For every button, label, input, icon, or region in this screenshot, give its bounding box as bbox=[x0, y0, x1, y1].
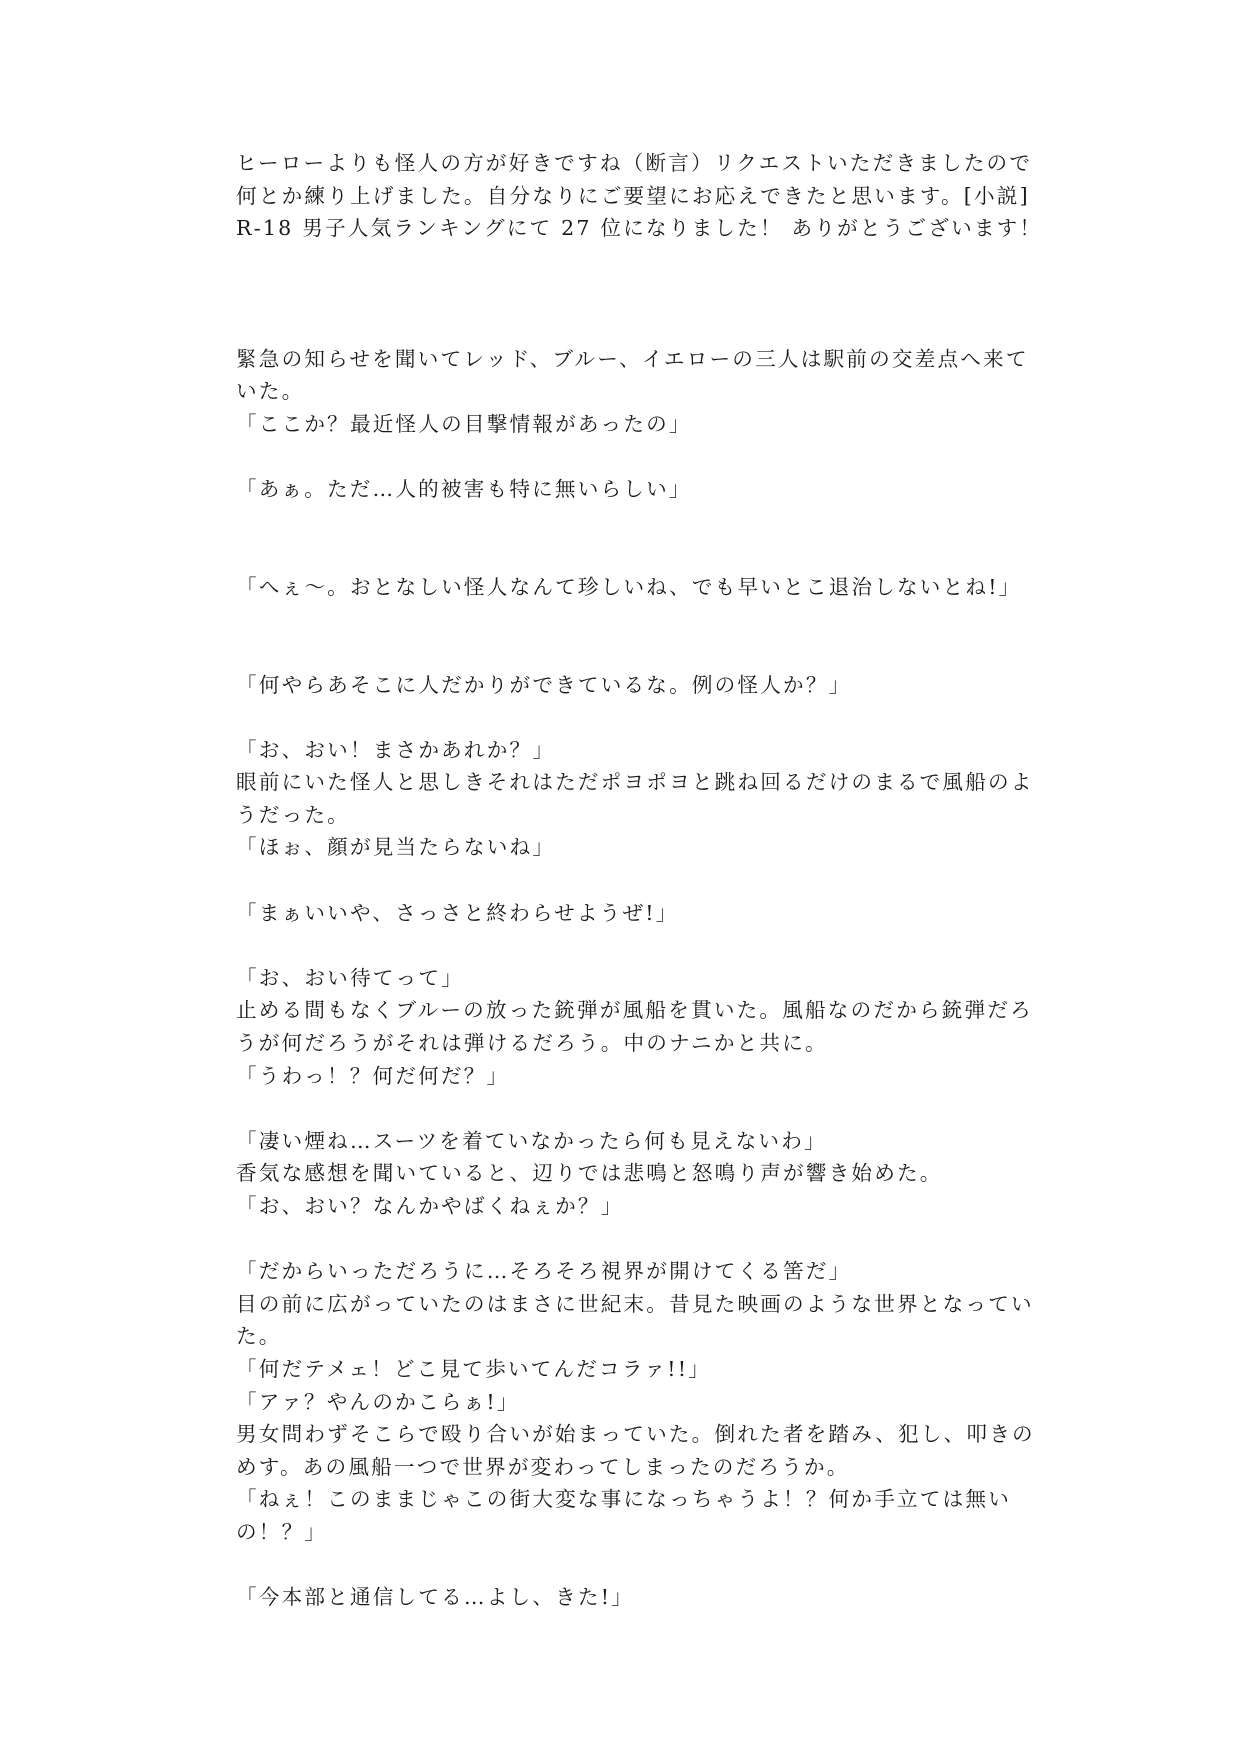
blank-line bbox=[236, 1092, 1016, 1125]
text-line: 香気な感想を聞いていると、辺りでは悲鳴と怒鳴り声が響き始めた。 bbox=[236, 1161, 943, 1186]
blank-line bbox=[236, 701, 1016, 734]
text-line: 「うわっ！？何だ何だ？」 bbox=[236, 1063, 510, 1088]
blank-line bbox=[236, 929, 1016, 962]
text-line: 「お、おい待てって」 bbox=[236, 965, 464, 990]
text-line: た。 bbox=[236, 1324, 282, 1349]
text-line: 眼前にいた怪人と思しきそれはただポヨポヨと跳ね回るだけのまるで風船のよ bbox=[236, 770, 1034, 795]
text-line: 目の前に広がっていたのはまさに世紀末。昔見た映画のような世界となってい bbox=[236, 1291, 1034, 1316]
blank-line bbox=[236, 636, 1016, 669]
text-line: 何とか練り上げました。自分なりにご要望にお応えできたと思います。[小説] bbox=[236, 183, 1030, 208]
text-line: 「何だテメェ！どこ見て歩いてんだコラァ!!」 bbox=[236, 1356, 711, 1381]
blank-line bbox=[236, 864, 1016, 897]
text-line: うが何だろうがそれは弾けるだろう。中のナニかと共に。 bbox=[236, 1031, 828, 1056]
blank-line bbox=[236, 506, 1016, 539]
text-line: 「だからいっただろうに…そろそろ視界が開けてくる筈だ」 bbox=[236, 1259, 852, 1284]
text-line: 「ここか？最近怪人の目撃情報があったの」 bbox=[236, 411, 692, 436]
text-line: うだった。 bbox=[236, 802, 350, 827]
text-line: R-18 男子人気ランキングにて 27 位になりました！ ありがとうございます！ bbox=[236, 216, 1043, 241]
blank-line bbox=[236, 440, 1016, 473]
text-line: いた。 bbox=[236, 379, 305, 404]
document-body bbox=[236, 147, 1043, 1614]
blank-line bbox=[236, 310, 1016, 343]
blank-line bbox=[236, 1223, 1016, 1256]
text-line: ヒーローよりも怪人の方が好きですね（断言）リクエストいただきましたので bbox=[236, 151, 1033, 175]
text-line: めす。あの風船一つで世界が変わってしまったのだろうか。 bbox=[236, 1454, 850, 1479]
blank-line bbox=[236, 603, 1016, 636]
text-line: 「お、おい？なんかやばくねぇか？」 bbox=[236, 1194, 624, 1218]
text-line: 「何やらあそこに人だかりができているな。例の怪人か？」 bbox=[236, 672, 852, 697]
blank-line bbox=[236, 245, 1016, 278]
text-line: 「ねぇ！このままじゃこの街大変な事になっちゃうよ！？何か手立ては無い bbox=[236, 1487, 1011, 1512]
text-line: 「アァ？やんのかこらぁ!」 bbox=[236, 1389, 520, 1414]
blank-line bbox=[236, 277, 1016, 310]
text-line: 「今本部と通信してる…よし、きた!」 bbox=[236, 1585, 634, 1610]
text-line: 「まぁいいや、さっさと終わらせようぜ!」 bbox=[236, 900, 679, 925]
text-line: 「ほぉ、顔が見当たらないね」 bbox=[236, 835, 556, 860]
text-line: 緊急の知らせを聞いてレッド、ブルー、イエローの三人は駅前の交差点へ来て bbox=[236, 346, 1029, 371]
blank-line bbox=[236, 1549, 1016, 1582]
text-line: 止める間もなくブルーの放った銃弾が風船を貫いた。風船なのだから銃弾だろ bbox=[236, 998, 1033, 1023]
text-line: 「へぇ〜。おとなしい怪人なんて珍しいね、でも早いとこ退治しないとね!」 bbox=[236, 574, 1022, 599]
text-line: 「凄い煙ね…スーツを着ていなかったら何も見えないわ」 bbox=[236, 1128, 827, 1153]
text-line: 「あぁ。ただ…人的被害も特に無いらしい」 bbox=[236, 476, 692, 501]
text-line: 「お、おい！まさかあれか？」 bbox=[236, 737, 556, 762]
text-line: 男女問わずそこらで殴り合いが始まっていた。倒れた者を踏み、犯し、叩きの bbox=[236, 1422, 1035, 1447]
blank-line bbox=[236, 538, 1016, 571]
text-line: の！？」 bbox=[236, 1519, 328, 1544]
